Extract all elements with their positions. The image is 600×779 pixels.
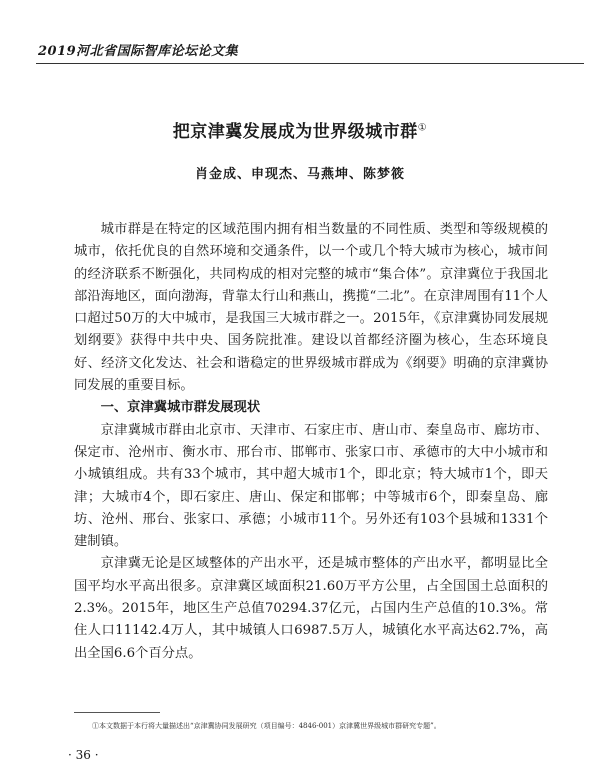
intro-paragraph: 城市群是在特定的区域范围内拥有相当数量的不同性质、类型和等级规模的城市，依托优良的自然环境和交通条件，以一个或几个特大城市为核心，城市间的经济联系不断强化，共同构成的相对完整的城市“集合体”。京津冀位于我国北部沿海地区，面向渤海，背靠太行山和燕山，携揽“二北”。在京津周围有11个人口超过50万的大中城市，是我国三大城市群之一。2015年，《京津冀协同发展规划纲要》获得中共中央、国务院批准。建设以首都经济圈为核心，生态环境良好、经济文化发达、社会和谐稳定的世界级城市群成为《纲要》明确的京津冀协同发展的重要目标。: [74, 222, 548, 394]
title-footnote-mark: ①: [417, 122, 428, 134]
footnote: ①本文数据于本行将大量描述出“京津冀协同发展研究（项目编号：4846-001）京津冀世界级城市群研究专题”。: [92, 722, 441, 730]
section-paragraph: 京津冀无论是区域整体的产出水平，还是城市整体的产出水平，都明显比全国平均水平高出很多。京津冀区域面积21.60万平方公里，占全国国土总面积的2.3%。2015年，地区生产总值70294.37亿元，占国内生产总值的10.3%。常住人口11142.4万人，其中城镇人口6987.5万人，城镇化水平高达62.7%，高出全国6.6个百分点。: [74, 556, 548, 661]
article-authors: 肖金成、申现杰、马燕坤、陈梦筱: [194, 167, 405, 182]
article-title: [0, 117, 600, 142]
article-title-text: 把京津冀发展成为世界级城市群: [172, 122, 418, 142]
header-rule: [36, 63, 584, 64]
running-header: 2019河北省国际智库论坛论文集: [38, 44, 239, 59]
footnote-rule: [74, 712, 160, 713]
section-heading: 一、京津冀城市群发展现状: [100, 400, 261, 416]
page-number: · 36 ·: [68, 748, 99, 762]
article-body: [74, 219, 548, 665]
section-paragraph: 京津冀城市群由北京市、天津市、石家庄市、唐山市、秦皇岛市、廊坊市、保定市、沧州市、衡水市、邢台市、邯郸市、张家口市、承德市的大中小城市和小城镇组成。共有33个城市，其中超大城市1个，即北京；特大城市1个，即天津；大城市4个，即石家庄、唐山、保定和邯郸；中等城市6个，即秦皇岛、廊坊、沧州、邢台、张家口、承德；小城市11个。另外还有103个县城和1331个建制镇。: [74, 422, 548, 550]
